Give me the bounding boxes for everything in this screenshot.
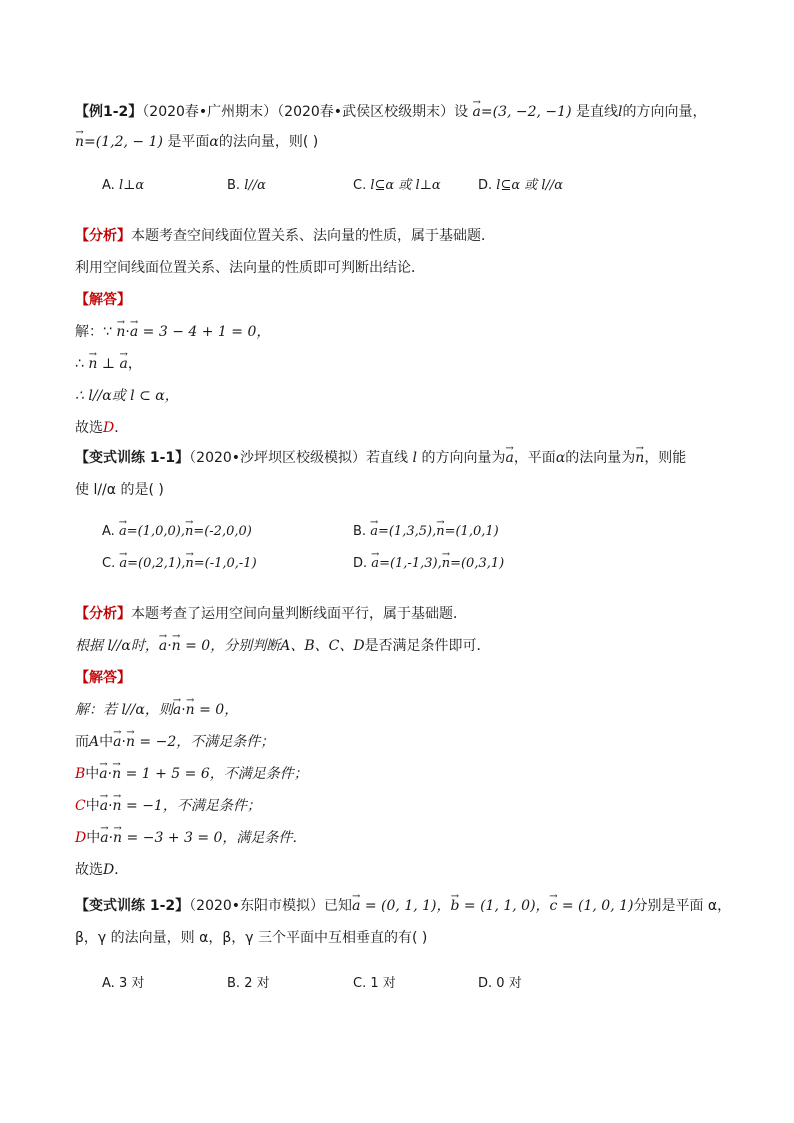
variant-tag: 【变式训练 1-2】 [75, 898, 190, 914]
period: ． [114, 862, 129, 878]
analysis-line [75, 604, 467, 624]
analysis-line [75, 226, 495, 246]
conclusion-text: 故选 [75, 420, 103, 436]
option-letter: D [75, 830, 87, 846]
option-key: A. [102, 976, 115, 991]
conclusion [75, 860, 128, 880]
option-letter: B [75, 766, 86, 782]
option-a [102, 974, 144, 994]
option-c [102, 554, 257, 574]
option-key: B. [353, 524, 367, 539]
period: ． [114, 420, 129, 436]
option-text: =(-2,0,0) [193, 524, 252, 539]
step-text: 解：若 l//α，则 [75, 702, 173, 718]
option-c [353, 176, 441, 196]
analysis-tag: 【分析】 [75, 606, 131, 622]
vector-n: → n [112, 764, 121, 784]
option-text: 2 对 [244, 976, 270, 991]
vector-a: → a [159, 636, 167, 656]
stem-text: β，γ 的法向量，则 α，β，γ 三个平面中互相垂直的有( ) [75, 930, 428, 946]
analysis-text: 本题考查了运用空间向量判断线面平行，属于基础题． [131, 606, 467, 622]
analysis-line-2 [75, 636, 491, 656]
vector-a: → a [100, 828, 108, 848]
option-key: A. [102, 524, 115, 539]
vector-n: → n [442, 554, 450, 574]
option-text: 0 对 [496, 976, 522, 991]
option-key: A. [102, 178, 115, 193]
vector-a: → a [173, 700, 181, 720]
solution-step-2 [75, 732, 274, 752]
conclusion-answer: D [103, 420, 115, 436]
option-key: B. [227, 178, 241, 193]
solution-step-5 [75, 828, 306, 848]
step-text: ， [127, 356, 142, 372]
vector-n: → n [436, 522, 444, 542]
vector-a: → a [119, 522, 127, 542]
example-tag: 【例1-2】 [75, 104, 143, 120]
example-1-2-stem-line2 [75, 132, 318, 152]
symbol-alpha: α [555, 450, 566, 466]
option-text: =(1,-1,3), [379, 556, 442, 571]
conclusion-text: 故选 [75, 862, 103, 878]
option-text: =(0,2,1), [127, 556, 186, 571]
conclusion [75, 418, 128, 438]
answer-tag: 【解答】 [75, 670, 131, 686]
vector-a: → a [352, 896, 360, 916]
stem-text: 使 l//α 的是( ) [75, 482, 164, 498]
option-key: C. [353, 178, 367, 193]
option-b [227, 974, 270, 994]
analysis-tag: 【分析】 [75, 228, 131, 244]
symbol-l: l [412, 450, 417, 466]
step-expr: = −1，不满足条件； [121, 798, 261, 814]
dot-symbol: · [121, 734, 126, 750]
vector-n: → n [172, 636, 181, 656]
dot-symbol: · [125, 324, 130, 340]
option-key: B. [227, 976, 241, 991]
analysis-text: = 0，分别判断 [180, 638, 281, 654]
stem-text: 分别是平面 α， [633, 898, 732, 914]
answer-tag: 【解答】 [75, 292, 131, 308]
step-expr: = −3 + 3 = 0，满足条件． [122, 830, 307, 846]
vector-a: → a [505, 448, 513, 468]
variant-tag: 【变式训练 1-1】 [75, 450, 190, 466]
option-text: =(-1,0,-1) [193, 556, 257, 571]
stem-text: 的法向量为 [565, 450, 636, 466]
step-text: 中 [85, 798, 100, 814]
option-key: D. [353, 556, 368, 571]
example-source: （2020春•广州期末）（2020春•武侯区校级期末）设 [142, 104, 469, 120]
vector-c: → c [550, 896, 558, 916]
vector-a: → a [370, 522, 378, 542]
option-c [353, 974, 396, 994]
vector-n: → n [185, 554, 193, 574]
vector-a: → a [99, 764, 107, 784]
variant-1-1-stem-line2 [75, 480, 164, 500]
option-a [102, 522, 252, 542]
variant-1-2-stem-line2 [75, 928, 427, 948]
perp-symbol: ⊥ [97, 356, 120, 372]
analysis-text: 本题考查空间线面位置关系、法向量的性质，属于基础题． [131, 228, 495, 244]
vector-n: → n [126, 732, 135, 752]
option-b [227, 176, 266, 196]
stem-text: 是平面 [167, 134, 210, 150]
variant-source: （2020•沙坪坝区校级模拟）若直线 [189, 450, 409, 466]
vector-n: → n [635, 448, 644, 468]
step-text: ∴ [75, 356, 89, 372]
symbol-l: l [617, 104, 623, 120]
conclusion-answer: D [103, 862, 115, 878]
option-letters: A、B、C、D [280, 638, 365, 654]
step-text: 中 [99, 734, 114, 750]
option-text: =(1,0,1) [444, 524, 499, 539]
option-letter: A [89, 734, 100, 750]
analysis-text: 利用空间线面位置关系、法向量的性质即可判断出结论． [75, 260, 425, 276]
solution-step-1 [75, 700, 238, 720]
vector-a: → a [119, 554, 127, 574]
option-text: l⊆α 或 l//α [496, 178, 564, 193]
variant-source: （2020•东阳市模拟）已知 [189, 898, 353, 914]
step-expr: = 3 − 4 + 1 = 0， [138, 324, 271, 340]
analysis-text: 是否满足条件即可． [364, 638, 491, 654]
step-expr: ∴ l//α或 l ⊂ α， [75, 388, 179, 404]
option-text: =(0,3,1) [450, 556, 505, 571]
option-text: l//α [244, 178, 266, 193]
stem-text: ，平面 [513, 450, 556, 466]
dot-symbol: · [167, 638, 172, 654]
option-text: l⊆α 或 l⊥α [370, 178, 441, 193]
vector-a: → a [473, 102, 481, 122]
solution-step-3 [75, 386, 179, 406]
analysis-line-2 [75, 258, 425, 278]
example-1-2-stem [75, 102, 706, 122]
stem-text: 的方向向量， [622, 104, 707, 120]
symbol-alpha: α [209, 134, 219, 150]
vector-n: → n [88, 354, 97, 374]
dot-symbol: · [108, 830, 114, 846]
option-d [353, 554, 504, 574]
vector-n: → n [185, 522, 193, 542]
step-text: 而 [75, 734, 89, 750]
vector-a-value: =(3, −2, −1) [480, 104, 572, 120]
variant-1-2-stem [75, 896, 731, 916]
dot-symbol: · [108, 798, 113, 814]
vector-a: → a [113, 732, 121, 752]
answer-tag-line [75, 668, 131, 688]
answer-tag-line [75, 290, 131, 310]
step-text: 解：∵ [75, 324, 117, 340]
solution-step-4 [75, 796, 261, 816]
stem-text: ，则能 [644, 450, 687, 466]
step-text: 中 [85, 766, 100, 782]
stem-text: 的法向量，则( ) [218, 134, 319, 150]
option-text: 1 对 [370, 976, 396, 991]
option-key: D. [478, 178, 493, 193]
solution-step-3 [75, 764, 308, 784]
stem-text: 是直线 [575, 104, 618, 120]
vector-n-value: =(1,2, − 1) [84, 134, 163, 150]
vector-c-value: = (1, 0, 1) [557, 898, 634, 914]
option-a [102, 176, 144, 196]
dot-symbol: · [181, 702, 186, 718]
vector-a: → a [100, 796, 108, 816]
vector-n: → n [75, 132, 84, 152]
option-key: C. [102, 556, 116, 571]
option-letter: C [75, 798, 86, 814]
vector-n: → n [186, 700, 195, 720]
vector-a: → a [130, 322, 138, 342]
option-b [353, 522, 499, 542]
option-text: =(1,0,0), [126, 524, 185, 539]
step-expr: = −2，不满足条件； [134, 734, 275, 750]
step-expr: = 0， [194, 702, 239, 718]
vector-n: → n [113, 828, 122, 848]
option-key: C. [353, 976, 367, 991]
vector-b: → b [451, 896, 460, 916]
option-d [478, 176, 563, 196]
step-expr: = 1 + 5 = 6，不满足条件； [121, 766, 308, 782]
analysis-text: 根据 l//α时， [75, 638, 159, 654]
option-text: =(1,3,5), [377, 524, 437, 539]
vector-a-value: = (0, 1, 1)， [360, 898, 451, 914]
option-text: 3 对 [118, 976, 145, 991]
solution-step-2 [75, 354, 142, 374]
option-key: D. [478, 976, 493, 991]
vector-n: → n [116, 322, 125, 342]
variant-1-1-stem [75, 448, 686, 468]
vector-a: → a [371, 554, 379, 574]
vector-a: → a [119, 354, 127, 374]
dot-symbol: · [107, 766, 113, 782]
vector-b-value: = (1, 1, 0)， [459, 898, 550, 914]
vector-n: → n [113, 796, 122, 816]
solution-step-1 [75, 322, 270, 342]
option-text: l⊥α [118, 178, 145, 193]
stem-text: 的方向向量为 [421, 450, 506, 466]
step-text: 中 [86, 830, 101, 846]
option-d [478, 974, 522, 994]
